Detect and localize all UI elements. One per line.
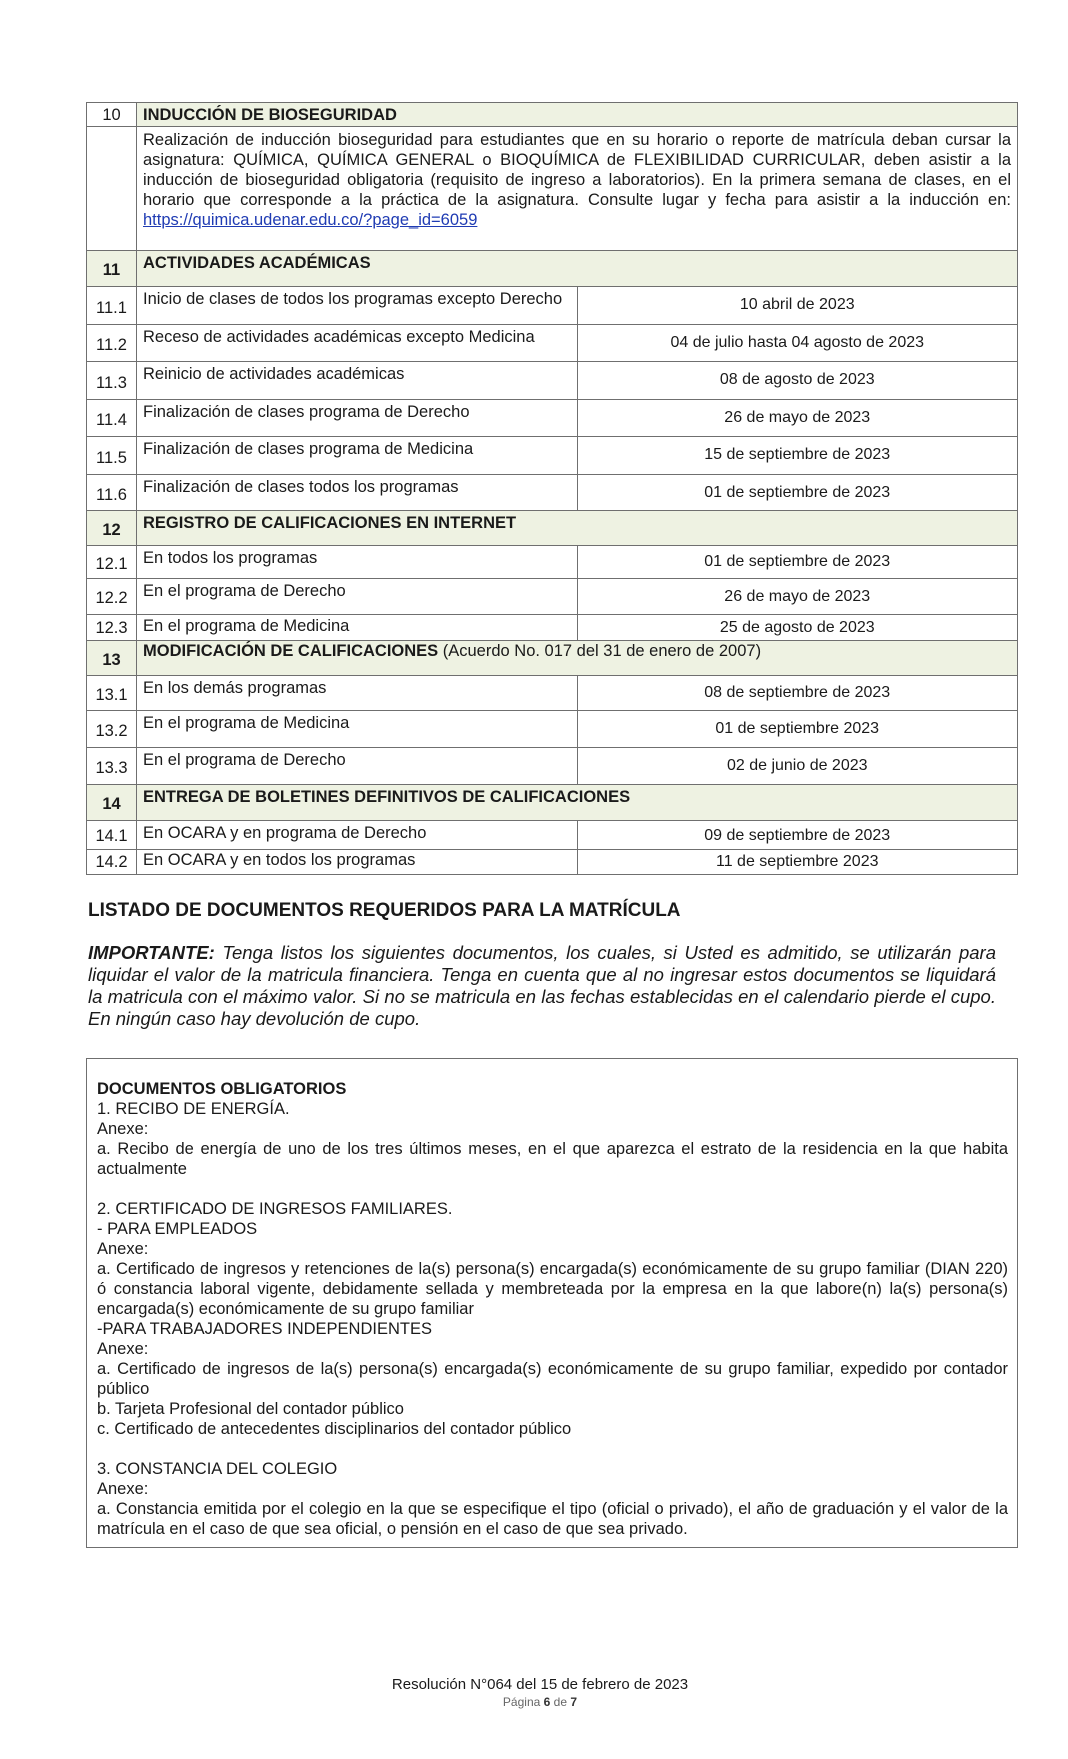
doc-2-independents-label: -PARA TRABAJADORES INDEPENDIENTES (97, 1320, 432, 1338)
row-date: 08 de septiembre de 2023 (577, 676, 1018, 711)
row-description: En OCARA y en todos los programas (137, 850, 578, 875)
row-date: 04 de julio hasta 04 agosto de 2023 (577, 325, 1018, 362)
annex-label: Anexe: (97, 1120, 149, 1138)
annex-label: Anexe: (97, 1340, 149, 1358)
row-date: 10 abril de 2023 (577, 287, 1018, 325)
row-date: 26 de mayo de 2023 (577, 400, 1018, 437)
section-13-header (87, 641, 1018, 676)
important-notice (88, 942, 996, 1030)
row-number: 11.2 (87, 325, 137, 362)
section-10-header (87, 103, 1018, 127)
doc-2-employees-label: - PARA EMPLEADOS (97, 1220, 258, 1238)
section-12-header (87, 511, 1018, 546)
row-number: 12.1 (87, 546, 137, 579)
row-date: 01 de septiembre de 2023 (577, 475, 1018, 511)
annex-label: Anexe: (97, 1240, 149, 1258)
section-title-note: (Acuerdo No. 017 del 31 de enero de 2007) (438, 642, 762, 660)
section-number: 11 (87, 251, 137, 287)
table-row (87, 400, 1018, 437)
row-description: En el programa de Medicina (137, 711, 578, 748)
table-row (87, 579, 1018, 615)
doc-3-item-a: a. Constancia emitida por el colegio en la que se especifique el tipo (oficial o privado), el año de graduación y el valor de la matrícula en el caso de que sea oficial, o pensión en el caso de que sea privado. (97, 1500, 1008, 1538)
section-11-header (87, 251, 1018, 287)
row-description: Finalización de clases programa de Derecho (137, 400, 578, 437)
doc-2-employees-item-a: a. Certificado de ingresos y retenciones de la(s) persona(s) encargada(s) económicamente de su grupo familiar (DIAN 220) ó constancia laboral vigente, debidamente sellada y membreteada por la empresa en la que labore(n) la(s) persona(s) encargada(s) económicamente de su grupo familiar (97, 1260, 1008, 1318)
row-description: En todos los programas (137, 546, 578, 579)
section-number: 13 (87, 641, 137, 676)
row-number: 14.1 (87, 821, 137, 850)
table-row (87, 362, 1018, 400)
section-title: ACTIVIDADES ACADÉMICAS (137, 251, 1018, 287)
table-row (87, 475, 1018, 511)
row-date: 01 de septiembre 2023 (577, 711, 1018, 748)
section-number: 10 (87, 103, 137, 127)
row-description: En OCARA y en programa de Derecho (137, 821, 578, 850)
row-date: 11 de septiembre 2023 (577, 850, 1018, 875)
row-date: 01 de septiembre de 2023 (577, 546, 1018, 579)
row-date: 08 de agosto de 2023 (577, 362, 1018, 400)
row-date: 09 de septiembre de 2023 (577, 821, 1018, 850)
academic-calendar-table (86, 102, 1018, 875)
quimica-link[interactable]: https://quimica.udenar.edu.co/?page_id=6059 (143, 211, 478, 229)
doc-1-item-a: a. Recibo de energía de uno de los tres últimos meses, en el que aparezca el estrato de la residencia en la que habita actualmente (97, 1140, 1008, 1178)
section-number: 14 (87, 785, 137, 821)
row-description: Receso de actividades académicas excepto Medicina (137, 325, 578, 362)
table-row (87, 711, 1018, 748)
table-row (87, 325, 1018, 362)
row-description: Inicio de clases de todos los programas excepto Derecho (137, 287, 578, 325)
doc-3-title: 3. CONSTANCIA DEL COLEGIO (97, 1460, 338, 1478)
bioseguridad-paragraph (137, 127, 1018, 251)
documents-heading: DOCUMENTOS OBLIGATORIOS (97, 1080, 347, 1098)
current-page: 6 (543, 1695, 551, 1709)
section-14-header (87, 785, 1018, 821)
section-title: REGISTRO DE CALIFICACIONES EN INTERNET (137, 511, 1018, 546)
row-number: 11.1 (87, 287, 137, 325)
annex-label: Anexe: (97, 1480, 149, 1498)
bioseguridad-text: Realización de inducción bioseguridad para estudiantes que en su horario o reporte de matrícula deban cursar la asignatura: QUÍMICA, QUÍMICA GENERAL o BIOQUÍMICA de FLEXIBILIDAD CURRICULAR, deben asistir a la inducción de bioseguridad obligatoria (requisito de ingreso a laboratorios). En la primera semana de clases, en el horario que corresponde a la práctica de la asignatura. Consulte lugar y fecha para asistir a la inducción en: (143, 131, 1011, 209)
row-number: 12.3 (87, 615, 137, 641)
row-number: 12.2 (87, 579, 137, 615)
row-date: 02 de junio de 2023 (577, 748, 1018, 785)
table-row (87, 850, 1018, 875)
row-description: En los demás programas (137, 676, 578, 711)
row-number: 13.3 (87, 748, 137, 785)
row-number: 13.1 (87, 676, 137, 711)
doc-2-title: 2. CERTIFICADO DE INGRESOS FAMILIARES. (97, 1200, 453, 1218)
section-title-text: MODIFICACIÓN DE CALIFICACIONES (143, 642, 439, 660)
row-date: 26 de mayo de 2023 (577, 579, 1018, 615)
row-number: 11.5 (87, 437, 137, 475)
footer-resolution: Resolución N°064 del 15 de febrero de 2023 (391, 1676, 689, 1693)
table-row (87, 546, 1018, 579)
table-row (87, 821, 1018, 850)
row-number: 11.3 (87, 362, 137, 400)
row-number: 13.2 (87, 711, 137, 748)
total-pages: 7 (570, 1695, 578, 1709)
doc-2-independents-item-b: b. Tarjeta Profesional del contador público (97, 1400, 404, 1418)
section-number: 12 (87, 511, 137, 546)
row-date: 25 de agosto de 2023 (577, 615, 1018, 641)
important-text: Tenga listos los siguientes documentos, los cuales, si Usted es admitido, se utilizarán para liquidar el valor de la matricula financiera. Tenga en cuenta que al no ingresar estos documentos se liquidará la matricula con el máximo valor. Si no se matricula en las fechas establecidas en el calendario pierde el cupo. En ningún caso hay devolución de cupo. (88, 942, 996, 1029)
row-description: En el programa de Derecho (137, 748, 578, 785)
doc-2-independents-item-c: c. Certificado de antecedentes disciplinarios del contador público (97, 1420, 572, 1438)
table-row (87, 615, 1018, 641)
important-label: IMPORTANTE: (88, 942, 215, 963)
footer-page-number: Página 6 de 7 (502, 1695, 578, 1709)
section-10-body (87, 127, 1018, 251)
row-description: Finalización de clases programa de Medicina (137, 437, 578, 475)
doc-2-independents-item-a: a. Certificado de ingresos de la(s) persona(s) encargada(s) económicamente de su grupo familiar, expedido por contador público (97, 1360, 1008, 1398)
row-date: 15 de septiembre de 2023 (577, 437, 1018, 475)
row-description: Reinicio de actividades académicas (137, 362, 578, 400)
table-row (87, 676, 1018, 711)
row-description: Finalización de clases todos los programas (137, 475, 578, 511)
documents-list-title: LISTADO DE DOCUMENTOS REQUERIDOS PARA LA MATRÍCULA (88, 900, 681, 921)
row-description: En el programa de Medicina (137, 615, 578, 641)
section-title: INDUCCIÓN DE BIOSEGURIDAD (137, 103, 1018, 127)
row-number: 11.6 (87, 475, 137, 511)
row-number: 11.4 (87, 400, 137, 437)
row-description: En el programa de Derecho (137, 579, 578, 615)
table-row (87, 437, 1018, 475)
section-title: ENTREGA DE BOLETINES DEFINITIVOS DE CALIFICACIONES (137, 785, 1018, 821)
doc-1-title: 1. RECIBO DE ENERGÍA. (97, 1100, 290, 1118)
table-row (87, 287, 1018, 325)
section-title (137, 641, 1018, 676)
row-number: 14.2 (87, 850, 137, 875)
table-row (87, 748, 1018, 785)
required-documents-box (86, 1058, 1018, 1548)
